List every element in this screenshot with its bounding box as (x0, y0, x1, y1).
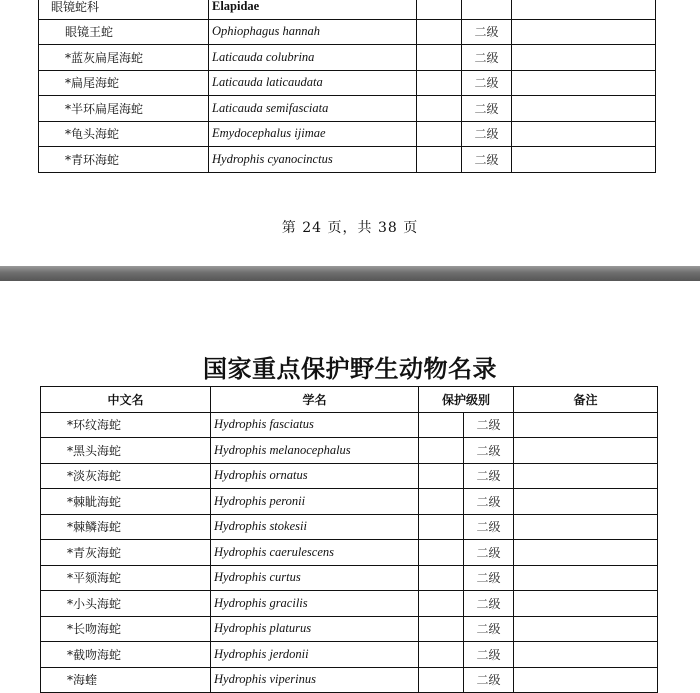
level-one-cell (419, 489, 464, 515)
chinese-name-cell: *扁尾海蛇 (39, 70, 209, 96)
chinese-name-cell: *棘眦海蛇 (41, 489, 211, 515)
remarks-cell (514, 489, 658, 515)
table-row (41, 565, 658, 591)
level-two-cell: 二级 (464, 565, 514, 591)
remarks-cell (514, 412, 658, 438)
table-row (41, 667, 658, 693)
scientific-name-cell: Hydrophis jerdonii (211, 642, 419, 668)
remarks-cell (512, 0, 656, 19)
table-row (41, 616, 658, 642)
remarks-cell (514, 463, 658, 489)
scientific-name-cell: Ophiophagus hannah (209, 19, 417, 45)
chinese-name-cell: *青灰海蛇 (41, 540, 211, 566)
chinese-name-cell: 眼镜王蛇 (39, 19, 209, 45)
level-one-cell (419, 514, 464, 540)
level-two-cell: 二级 (462, 19, 512, 45)
remarks-cell (512, 70, 656, 96)
remarks-cell (512, 96, 656, 122)
level-two-cell: 二级 (464, 540, 514, 566)
remarks-cell (514, 540, 658, 566)
level-two-cell: 二级 (462, 45, 512, 71)
level-two-cell: 二级 (464, 667, 514, 693)
table-row (41, 412, 658, 438)
table-row (39, 96, 656, 122)
scientific-name-cell: Hydrophis platurus (211, 616, 419, 642)
remarks-cell (514, 514, 658, 540)
table-row (41, 514, 658, 540)
page-separator (0, 266, 700, 281)
chinese-name-cell: *截吻海蛇 (41, 642, 211, 668)
species-table-top (38, 0, 656, 173)
level-one-cell (419, 412, 464, 438)
level-two-cell: 二级 (462, 70, 512, 96)
remarks-cell (514, 642, 658, 668)
scientific-name-cell: Laticauda semifasciata (209, 96, 417, 122)
chinese-name-cell: *棘鳞海蛇 (41, 514, 211, 540)
level-one-cell (417, 96, 462, 122)
table-row (41, 463, 658, 489)
scientific-name-cell: Hydrophis ornatus (211, 463, 419, 489)
remarks-cell (514, 667, 658, 693)
remarks-cell (514, 438, 658, 464)
level-one-cell (419, 463, 464, 489)
level-one-cell (419, 642, 464, 668)
scientific-name-cell: Emydocephalus ijimae (209, 121, 417, 147)
table-row (39, 45, 656, 71)
chinese-name-cell: *蓝灰扁尾海蛇 (39, 45, 209, 71)
level-one-cell (419, 438, 464, 464)
table-row (39, 121, 656, 147)
header-protection-level: 保护级别 (419, 387, 514, 413)
level-one-cell (417, 121, 462, 147)
table-row (39, 19, 656, 45)
chinese-name-cell: *淡灰海蛇 (41, 463, 211, 489)
header-chinese-name: 中文名 (41, 387, 211, 413)
chinese-name-cell: *龟头海蛇 (39, 121, 209, 147)
table-row (41, 642, 658, 668)
level-two-cell: 二级 (464, 438, 514, 464)
remarks-cell (512, 121, 656, 147)
scientific-name-cell: Hydrophis melanocephalus (211, 438, 419, 464)
scientific-name-cell: Hydrophis stokesii (211, 514, 419, 540)
level-two-cell: 二级 (464, 616, 514, 642)
chinese-name-cell: *黑头海蛇 (41, 438, 211, 464)
level-one-cell (419, 540, 464, 566)
chinese-name-cell: *环纹海蛇 (41, 412, 211, 438)
level-one-cell (417, 147, 462, 173)
species-table-bottom (40, 386, 658, 693)
level-two-cell: 二级 (464, 514, 514, 540)
header-scientific-name: 学名 (211, 387, 419, 413)
level-one-cell (419, 616, 464, 642)
scientific-name-cell: Laticauda colubrina (209, 45, 417, 71)
scientific-name-cell: Elapidae (209, 0, 417, 19)
remarks-cell (514, 565, 658, 591)
table-header-row (41, 387, 658, 413)
scientific-name-cell: Hydrophis caerulescens (211, 540, 419, 566)
scientific-name-cell: Hydrophis viperinus (211, 667, 419, 693)
table-row (39, 70, 656, 96)
table-row (39, 147, 656, 173)
scientific-name-cell: Hydrophis gracilis (211, 591, 419, 617)
remarks-cell (512, 147, 656, 173)
level-one-cell (419, 565, 464, 591)
level-two-cell: 二级 (464, 591, 514, 617)
table-row (39, 0, 656, 19)
chinese-name-cell: *平颏海蛇 (41, 565, 211, 591)
level-two-cell: 二级 (464, 412, 514, 438)
level-one-cell (419, 667, 464, 693)
scientific-name-cell: Hydrophis curtus (211, 565, 419, 591)
level-one-cell (417, 0, 462, 19)
level-two-cell (462, 0, 512, 19)
scientific-name-cell: Laticauda laticaudata (209, 70, 417, 96)
scientific-name-cell: Hydrophis fasciatus (211, 412, 419, 438)
level-two-cell: 二级 (464, 642, 514, 668)
chinese-name-cell: 眼镜蛇科 (39, 0, 209, 19)
level-one-cell (419, 591, 464, 617)
chinese-name-cell: *海蝰 (41, 667, 211, 693)
level-two-cell: 二级 (464, 489, 514, 515)
chinese-name-cell: *半环扁尾海蛇 (39, 96, 209, 122)
page-title: 国家重点保护野生动物名录 (203, 354, 497, 383)
page-number: 第 24 页，共 38 页 (281, 220, 419, 236)
scientific-name-cell: Hydrophis cyanocinctus (209, 147, 417, 173)
remarks-cell (512, 19, 656, 45)
chinese-name-cell: *长吻海蛇 (41, 616, 211, 642)
level-two-cell: 二级 (462, 121, 512, 147)
level-one-cell (417, 19, 462, 45)
table-row (41, 438, 658, 464)
level-two-cell: 二级 (462, 147, 512, 173)
table-row (41, 540, 658, 566)
table-row (41, 489, 658, 515)
table-row (41, 591, 658, 617)
chinese-name-cell: *青环海蛇 (39, 147, 209, 173)
remarks-cell (514, 591, 658, 617)
level-two-cell: 二级 (464, 463, 514, 489)
header-remarks: 备注 (514, 387, 658, 413)
remarks-cell (514, 616, 658, 642)
level-two-cell: 二级 (462, 96, 512, 122)
chinese-name-cell: *小头海蛇 (41, 591, 211, 617)
document-page-24 (0, 0, 700, 266)
level-one-cell (417, 45, 462, 71)
level-one-cell (417, 70, 462, 96)
document-page-25 (0, 281, 700, 693)
scientific-name-cell: Hydrophis peronii (211, 489, 419, 515)
remarks-cell (512, 45, 656, 71)
